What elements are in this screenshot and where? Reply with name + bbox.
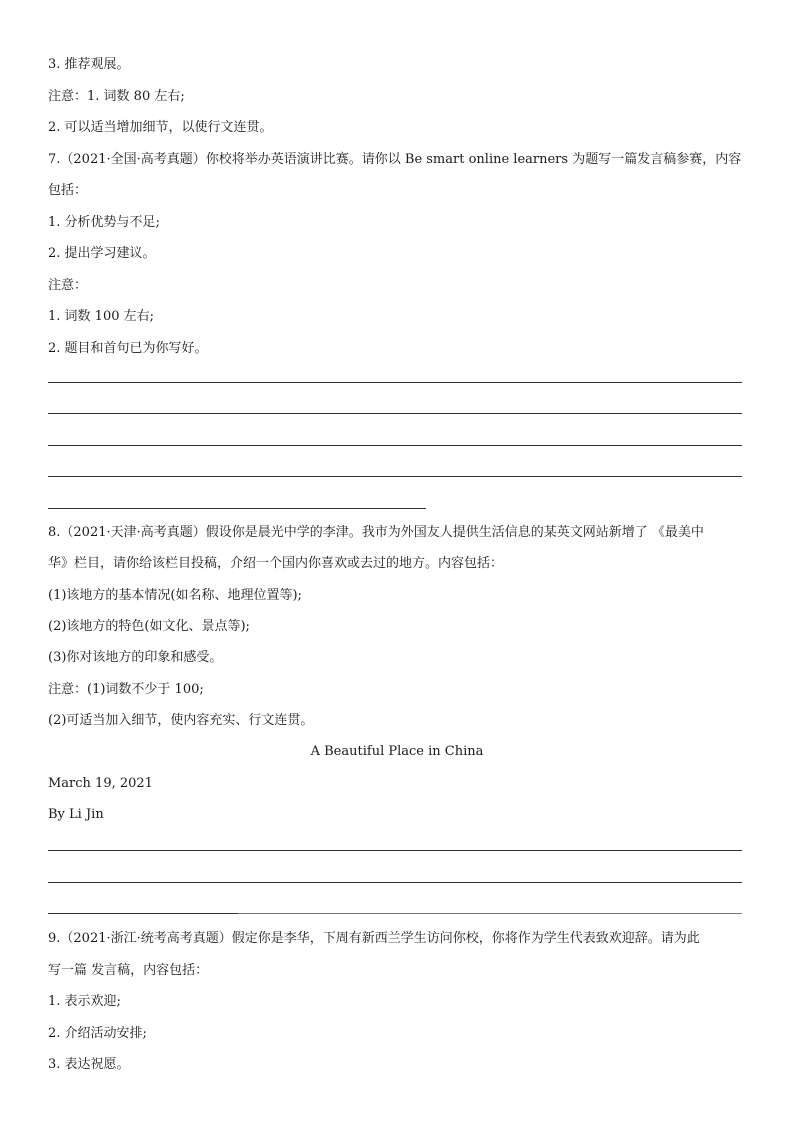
text-line: (1)该地方的基本情况(如名称、地理位置等);	[48, 588, 302, 603]
answer-line	[48, 508, 426, 509]
essay-byline: By Li Jin	[48, 807, 104, 822]
essay-date: March 19, 2021	[48, 776, 153, 791]
text-line: (2)可适当加入细节，使内容充实、行文连贯。	[48, 713, 314, 728]
answer-line	[48, 413, 742, 414]
answer-line	[238, 913, 742, 914]
answer-line	[48, 382, 742, 383]
text-line: 注意：1. 词数 80 左右;	[48, 89, 185, 104]
text-line: 2. 提出学习建议。	[48, 246, 156, 261]
text-line: (3)你对该地方的印象和感受。	[48, 650, 223, 665]
text-line: 注意：	[48, 278, 88, 293]
text-line: 华》栏目，请你给该栏目投稿，介绍一个国内你喜欢或去过的地方。内容包括：	[48, 556, 504, 571]
text-line: 3. 表达祝愿。	[48, 1057, 130, 1072]
text-line: 3. 推荐观展。	[48, 57, 130, 72]
text-line: 写一篇 发言稿，内容包括：	[48, 963, 209, 978]
question-9-prompt: 9.（2021·浙江·统考高考真题）假定你是李华，下周有新西兰学生访问你校，你将作为学生代表致欢迎辞。请为此	[48, 931, 700, 946]
answer-line	[48, 882, 742, 883]
answer-line	[48, 850, 742, 851]
answer-line	[48, 476, 742, 477]
question-7-prompt: 7.（2021·全国·高考真题）你校将举办英语演讲比赛。请你以 Be smart online learners 为题写一篇发言稿参赛，内容	[48, 152, 742, 167]
essay-title: A Beautiful Place in China	[310, 744, 484, 759]
text-line: 2. 可以适当增加细节，以使行文连贯。	[48, 120, 273, 135]
text-line: 包括：	[48, 183, 88, 198]
text-line: 1. 表示欢迎;	[48, 994, 121, 1009]
text-line: 1. 词数 100 左右;	[48, 309, 154, 324]
answer-line	[48, 913, 238, 914]
text-line: 2. 介绍活动安排;	[48, 1026, 147, 1041]
text-line: 2. 题目和首句已为你写好。	[48, 341, 208, 356]
text-line: 1. 分析优势与不足;	[48, 215, 160, 230]
answer-line	[48, 445, 742, 446]
question-8-prompt: 8.（2021·天津·高考真题）假设你是晨光中学的李津。我市为外国友人提供生活信息的某英文网站新增了 《最美中	[48, 525, 704, 540]
text-line: 注意：(1)词数不少于 100;	[48, 682, 204, 697]
text-line: (2)该地方的特色(如文化、景点等);	[48, 619, 250, 634]
